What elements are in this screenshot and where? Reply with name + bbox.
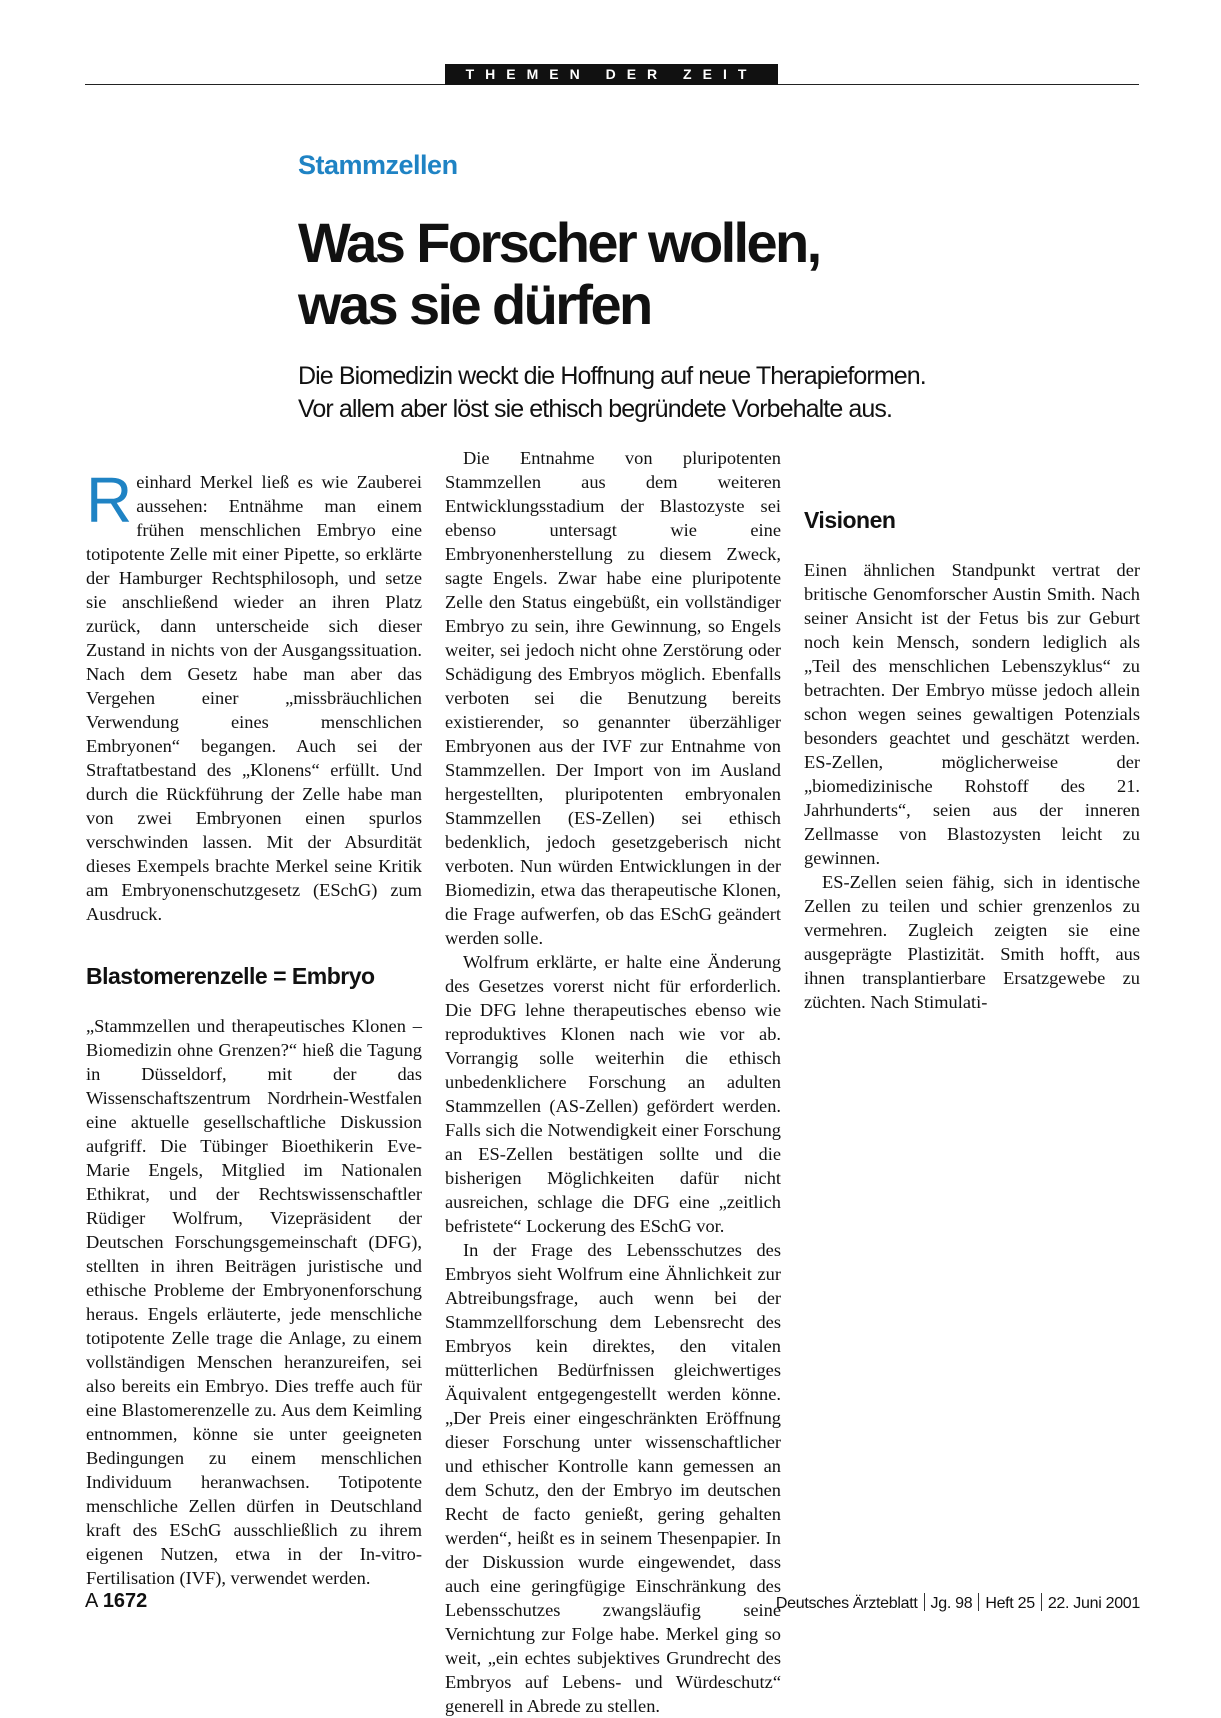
separator [1041,1593,1042,1611]
subheading-blastomerenzelle: Blastomerenzelle = Embryo [86,963,375,989]
paragraph-2: „Stammzellen und therapeutisches Klonen – Biomedizin ohne Grenzen?“ hieß die Tagung in Düsseldorf, mit der das Wissenschaftszentrum Nordrhein-Westfalen eine aktuelle gesellschaftliche Diskussion aufgriff. Die Tübinger Bioethikerin Eve-Marie Engels, Mitglied im Nationalen Ethikrat, und der Rechtswissenschaftler Rüdiger Wolfrum, Vizepräsident der Deutschen Forschungsgemeinschaft (DFG), stellten in ihren Beiträgen juristische und ethische Probleme der Embryonenforschung heraus. Engels erläuterte, jede menschliche totipotente Zelle trage die Anlage, zu einem vollständigen Menschen heranzureifen, sei also bereits ein Embryo. Dies treffe auch für eine Blastomerenzelle zu. Aus dem Keimling entnommen, könne sie unter geeigneten Bedingungen zu einem menschlichen Individuum heranwachsen. Totipotente menschliche Zellen dürfen in Deutschland kraft des ESchG ausschließlich zu ihrem eigenen Nutzen, etwa in der In-vitro-Fertilisation (IVF), verwendet werden. [86,1016,422,1588]
page-number [85,1590,147,1613]
journal-name: Deutsches Ärzteblatt [775,1595,918,1612]
paragraph-7: ES-Zellen seien fähig, sich in identische Zellen zu teilen und schier grenzenlos zu vermehren. Zugleich zeigten sie eine ausgeprägte Plastizität. Smith hofft, aus ihnen transplantierbare Ersatzgewebe zu züchten. Nach Stimulati- [804,872,1140,1012]
paragraph-1 [86,464,422,926]
lead-line-2: Vor allem aber löst sie ethisch begründete Vorbehalte aus. [298,395,893,423]
separator [978,1593,979,1611]
article-lead [298,360,1078,426]
column-1 [86,464,422,1590]
subheading-visionen: Visionen [804,507,896,533]
paragraph-1-text: einhard Merkel ließ es wie Zauberei aussehen: Entnähme man einem frühen menschlichen Embryo eine totipotente Zelle mit einer Pipette, so erklärte der Hamburger Rechtsphilosoph, und setze sie anschließend wieder an ihren Platz zurück, dann unterscheide sich dieser Zustand in nichts von der Ausgangssituation. Nach dem Gesetz habe man aber das Vergehen einer „missbräuchlichen Verwendung eines menschlichen Embryonen“ begangen. Auch sei der Straftatbestand des „Klonens“ erfüllt. Und durch die Rückführung der Zelle habe man von zwei Embryonen einen spurlos verschwinden lassen. Mit der Absurdität dieses Exempels brachte Merkel seine Kritik am Embryonenschutzgesetz (ESchG) zum Ausdruck. [86,472,422,924]
section-label: THEMEN DER ZEIT [445,64,778,85]
headline-line-2: was sie dürfen [298,273,651,336]
article-kicker: Stammzellen [298,150,458,180]
paragraph-4: Wolfrum erklärte, er halte eine Änderung des Gesetzes vorerst nicht für erforderlich. Die DFG lehne therapeutisches ebenso wie reproduktives Klonen nach wie vor ab. Vorrangig solle weiterhin die ethisch unbedenklichere Forschung an adulten Stammzellen (AS-Zellen) gefördert werden. Falls sich die Notwendigkeit einer Forschung an ES-Zellen bestätigen sollte und die bisherigen Möglichkeiten dafür nicht ausreichen, schlage die DFG eine „zeitlich befristete“ Lockerung des ESchG vor. [445,952,781,1236]
separator [924,1593,925,1611]
lead-line-1: Die Biomedizin weckt die Hoffnung auf neue Therapieformen. [298,362,926,390]
journal-date: 22. Juni 2001 [1047,1595,1140,1612]
headline-line-1: Was Forscher wollen, [298,211,820,274]
column-2 [445,446,781,1718]
article-headline [298,212,1058,336]
drop-cap: R [86,464,133,536]
paragraph-3: Die Entnahme von pluripotenten Stammzellen aus dem weiteren Entwicklungsstadium der Blastozyste sei ebenso untersagt wie eine Embryonenherstellung zu diesem Zweck, sagte Engels. Zwar habe eine pluripotente Zelle den Status eingebüßt, ein vollständiger Embryo zu sein, ihre Gewinnung, so Engels weiter, sei jedoch nicht ohne Zerstörung oder Schädigung des Embryos möglich. Ebenfalls verboten sei die Benutzung bereits existierender, so genannter überzähliger Embryonen aus der IVF zur Entnahme von Stammzellen. Der Import von im Ausland hergestellten, pluripotenten embryonalen Stammzellen (ES-Zellen) sei ethisch bedenklich, jedoch gesetzgeberisch nicht verboten. Nun würden Entwicklungen in der Biomedizin, etwa das therapeutische Klonen, die Frage aufwerfen, ob das ESchG geändert werden solle. [445,448,781,948]
journal-volume: Jg. 98 [930,1595,973,1612]
paragraph-6: Einen ähnlichen Standpunkt vertrat der britische Genomforscher Austin Smith. Nach seiner Ansicht ist der Fetus bis zur Geburt noch kein Mensch, sondern lediglich als „Teil des menschlichen Lebenszyklus“ zu betrachten. Der Embryo müsse jedoch allein schon wegen seines gewaltigen Potenzials besonders geachtet und geschätzt werden. ES-Zellen, möglicherweise der „biomedizinische Rohstoff des 21. Jahrhunderts“, seien aus der inneren Zellmasse von Blastozysten leicht zu gewinnen. [804,560,1140,868]
page-number-value: 1672 [102,1590,148,1612]
column-3 [804,470,1140,1014]
page-prefix: A [85,1590,98,1612]
journal-info [776,1593,1140,1613]
journal-issue: Heft 25 [985,1595,1035,1612]
paragraph-5: In der Frage des Lebensschutzes des Embryos sieht Wolfrum eine Ähnlichkeit zur Abtreibungsfrage, auch wenn bei der Stammzellforschung dem Lebensrecht des Embryos kein direktes, den vitalen mütterlichen Bedürfnissen gleichwertiges Äquivalent entgegengestellt werden könne. „Der Preis einer eingeschränkten Eröffnung dieser Forschung unter wissenschaftlicher und ethischer Kontrolle kann gemessen an dem Schutz, den der Embryo im deutschen Recht de facto genießt, gering gehalten werden“, heißt es in seinem Thesenpapier. In der Diskussion wurde eingewendet, dass auch eine geringfügige Einschränkung des Lebensschutzes zwangsläufig seine Vernichtung zur Folge habe. Merkel ging so weit, „ein echtes subjektives Grundrecht des Embryos auf Lebens- und Würdeschutz“ generell in Abrede zu stellen. [445,1240,781,1716]
